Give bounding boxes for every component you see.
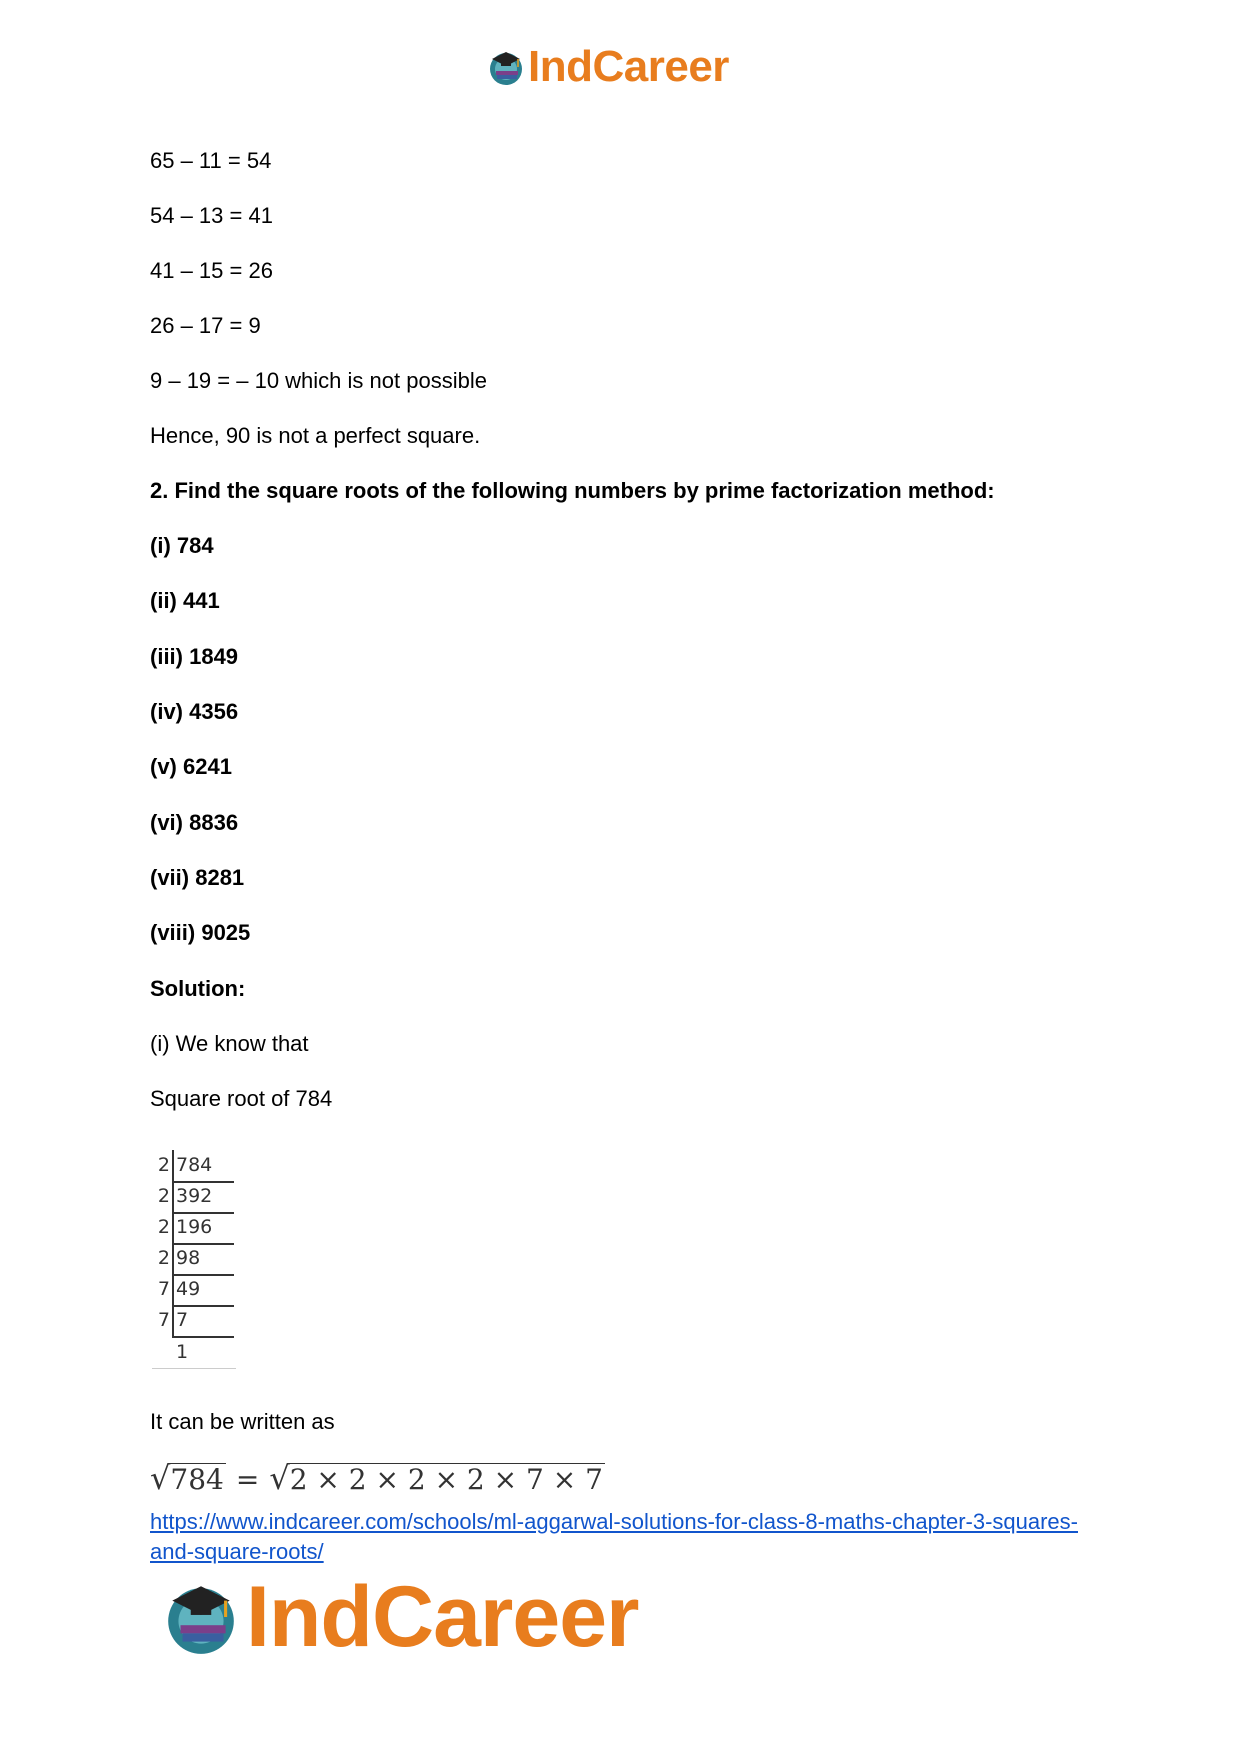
square-root-formula bbox=[150, 1456, 605, 1496]
factor-row bbox=[150, 1243, 250, 1274]
radical-sign-icon: √ bbox=[150, 1459, 171, 1497]
source-link[interactable]: https://www.indcareer.com/schools/ml-aggarwal-solutions-for-class-8-maths-chapter-3-squares-and-square-roots/ bbox=[150, 1509, 1078, 1564]
footer-logo bbox=[160, 1569, 639, 1665]
brand-wordmark: IndCareer bbox=[528, 42, 729, 91]
question-item: (v) 6241 bbox=[150, 754, 232, 779]
equals-sign: = bbox=[235, 1463, 260, 1496]
factor-row bbox=[150, 1181, 250, 1212]
radicand-rhs: 2 × 2 × 2 × 2 × 7 × 7 bbox=[289, 1463, 603, 1496]
body-line: 9 – 19 = – 10 which is not possible bbox=[150, 368, 487, 393]
divisor: 2 bbox=[157, 1216, 170, 1238]
divisor: 2 bbox=[157, 1154, 170, 1176]
solution-intro: (i) We know that bbox=[150, 1031, 309, 1056]
dividend: 7 bbox=[176, 1309, 189, 1331]
factor-row bbox=[150, 1305, 250, 1336]
solution-subject: Square root of 784 bbox=[150, 1086, 333, 1111]
factor-row-remainder bbox=[150, 1337, 250, 1368]
solution-heading: Solution: bbox=[150, 976, 246, 1001]
radical-lhs bbox=[150, 1460, 226, 1496]
dividend: 49 bbox=[176, 1278, 201, 1300]
conclusion-line: Hence, 90 is not a perfect square. bbox=[150, 423, 481, 448]
prime-factorization-table bbox=[150, 1150, 250, 1370]
dividend: 196 bbox=[176, 1216, 213, 1238]
header-logo bbox=[486, 44, 729, 90]
radical-sign-icon: √ bbox=[269, 1459, 290, 1497]
factor-row bbox=[150, 1150, 250, 1181]
radical-rhs bbox=[269, 1460, 605, 1496]
factor-row bbox=[150, 1212, 250, 1243]
graduation-cap-books-icon bbox=[486, 47, 526, 87]
question-item: (viii) 9025 bbox=[150, 920, 251, 945]
divisor: 7 bbox=[157, 1278, 170, 1300]
radicand-lhs: 784 bbox=[170, 1463, 224, 1496]
dividend: 784 bbox=[176, 1154, 213, 1176]
question-item: (iv) 4356 bbox=[150, 699, 239, 724]
factor-row bbox=[150, 1274, 250, 1305]
question-item: (iii) 1849 bbox=[150, 644, 239, 669]
dividend: 392 bbox=[176, 1185, 213, 1207]
written-as-line: It can be written as bbox=[150, 1409, 335, 1434]
table-baseline bbox=[152, 1368, 236, 1369]
body-line: 54 – 13 = 41 bbox=[150, 203, 273, 228]
question-item: (vii) 8281 bbox=[150, 865, 245, 890]
question-item: (ii) 441 bbox=[150, 588, 220, 613]
divisor: 2 bbox=[157, 1185, 170, 1207]
question-item: (i) 784 bbox=[150, 533, 214, 558]
remainder: 1 bbox=[176, 1341, 189, 1363]
graduation-cap-books-icon bbox=[160, 1576, 242, 1658]
body-line: 26 – 17 = 9 bbox=[150, 313, 261, 338]
question-title: 2. Find the square roots of the following numbers by prime factorization method: bbox=[150, 478, 995, 503]
body-line: 65 – 11 = 54 bbox=[150, 148, 272, 173]
divisor: 7 bbox=[157, 1309, 170, 1331]
body-line: 41 – 15 = 26 bbox=[150, 258, 273, 283]
divisor: 2 bbox=[157, 1247, 170, 1269]
question-item: (vi) 8836 bbox=[150, 810, 239, 835]
brand-wordmark: IndCareer bbox=[246, 1569, 639, 1665]
dividend: 98 bbox=[176, 1247, 201, 1269]
